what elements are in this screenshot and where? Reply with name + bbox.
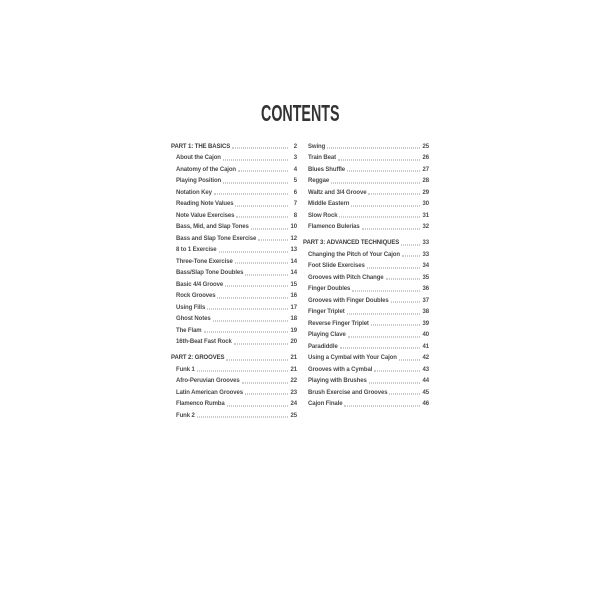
toc-entry-page-number: 29	[422, 189, 429, 196]
toc-entry-label: Funk 1	[176, 366, 195, 373]
toc-entry-label: Bass/Slap Tone Doubles	[176, 270, 244, 277]
toc-entry-page-number: 44	[422, 378, 429, 385]
toc-entry-page-number: 30	[422, 201, 429, 208]
toc-entry	[171, 325, 297, 337]
dot-leader	[219, 251, 288, 252]
toc-entry-page-number: 27	[422, 166, 429, 173]
toc-entry-label: Using Fills	[176, 304, 206, 311]
toc-entry-page-number: 35	[422, 274, 429, 281]
toc-entry	[303, 330, 429, 342]
toc-entry-page-number: 45	[422, 389, 429, 396]
toc-entry	[171, 141, 297, 153]
dot-leader	[331, 182, 420, 183]
toc-entry-label: Bass, Mid, and Slap Tones	[176, 224, 249, 231]
toc-entry	[171, 279, 297, 291]
toc-entry	[171, 399, 297, 411]
dot-leader	[327, 148, 420, 149]
toc-entry	[303, 261, 429, 273]
toc-entry-label: 16th-Beat Fast Rock	[176, 339, 232, 346]
toc-entry	[171, 199, 297, 211]
toc-entry-page-number: 34	[422, 263, 429, 270]
toc-entry-label: Train Beat	[308, 155, 337, 162]
toc-entry	[303, 353, 429, 365]
toc-entry-label: Waltz and 3/4 Groove	[308, 189, 367, 196]
toc-entry	[303, 284, 429, 296]
toc-entry-page-number: 26	[422, 155, 429, 162]
dot-leader	[402, 256, 420, 257]
dot-leader	[232, 148, 288, 149]
toc-entry-page-number: 6	[293, 189, 297, 196]
toc-entry	[303, 399, 429, 411]
toc-entry-page-number: 7	[293, 201, 297, 208]
dot-leader	[223, 159, 288, 160]
dot-leader	[238, 171, 288, 172]
toc-entry-label: Grooves with Pitch Change	[308, 274, 384, 281]
toc-entry-page-number: 46	[422, 401, 429, 408]
toc-entry-label: Flamenco Bulerias	[308, 224, 360, 231]
toc-entry-page-number: 36	[422, 286, 429, 293]
toc-entry-label: Finger Doubles	[308, 286, 351, 293]
toc-right-column	[303, 141, 429, 410]
dot-leader	[347, 171, 420, 172]
toc-entry-label: Bass and Slap Tone Exercise	[176, 235, 257, 242]
toc-entry-page-number: 21	[290, 366, 297, 373]
dot-leader	[351, 205, 420, 206]
toc-entry	[171, 268, 297, 280]
dot-leader	[245, 394, 288, 395]
toc-entry-page-number: 2	[293, 143, 297, 150]
toc-entry	[303, 187, 429, 199]
dot-leader	[369, 382, 420, 383]
page-title: CONTENTS	[260, 100, 340, 126]
dot-leader	[245, 274, 288, 275]
toc-entry	[171, 233, 297, 245]
toc-entry	[171, 256, 297, 268]
dot-leader	[213, 320, 288, 321]
toc-entry-label: Blues Shuffle	[308, 166, 346, 173]
toc-entry-label: Three-Tone Exercise	[176, 258, 233, 265]
toc-entry	[303, 249, 429, 261]
toc-entry-label: Swing	[308, 143, 326, 150]
toc-entry-page-number: 41	[422, 343, 429, 350]
toc-entry	[171, 153, 297, 165]
toc-entry-page-number: 37	[422, 297, 429, 304]
toc-entry	[303, 272, 429, 284]
dot-leader	[389, 394, 420, 395]
toc-entry-page-number: 22	[290, 378, 297, 385]
toc-entry-page-number: 21	[290, 355, 297, 362]
toc-entry	[303, 199, 429, 211]
toc-entry	[303, 210, 429, 222]
dot-leader	[234, 343, 288, 344]
dot-leader	[217, 297, 288, 298]
dot-leader	[223, 182, 288, 183]
toc-entry	[303, 387, 429, 399]
dot-leader	[207, 309, 288, 310]
toc-entry	[303, 295, 429, 307]
toc-entry-label: Reggae	[308, 178, 330, 185]
toc-entry-label: Playing Clave	[308, 332, 346, 339]
toc-entry-page-number: 24	[290, 401, 297, 408]
toc-entry-page-number: 43	[422, 366, 429, 373]
toc-entry-page-number: 19	[290, 327, 297, 334]
toc-entry	[171, 222, 297, 234]
toc-entry-label: Playing with Brushes	[308, 378, 367, 385]
toc-entry-label: Reading Note Values	[176, 201, 234, 208]
dot-leader	[339, 217, 420, 218]
toc-entry	[171, 291, 297, 303]
page-title-wrap	[0, 100, 600, 127]
toc-entry-page-number: 12	[290, 235, 297, 242]
toc-entry	[171, 364, 297, 376]
toc-entry-page-number: 42	[422, 355, 429, 362]
toc-entry-label: Notation Key	[176, 189, 212, 196]
toc-entry-label: Flamenco Rumba	[176, 401, 225, 408]
toc-entry	[171, 376, 297, 388]
toc-entry	[171, 314, 297, 326]
toc-entry-page-number: 32	[422, 224, 429, 231]
dot-leader	[214, 194, 288, 195]
toc-entry-page-number: 33	[422, 251, 429, 258]
toc-entry	[171, 353, 297, 365]
dot-leader	[197, 417, 288, 418]
toc-entry-label: Finger Triplet	[308, 309, 345, 316]
toc-entry-page-number: 14	[290, 258, 297, 265]
toc-entry	[171, 210, 297, 222]
dot-leader	[367, 267, 420, 268]
toc-entry	[171, 245, 297, 257]
toc-entry-label: Ghost Notes	[176, 316, 211, 323]
dot-leader	[258, 240, 288, 241]
dot-leader	[401, 244, 420, 245]
toc-entry-page-number: 5	[293, 178, 297, 185]
toc-entry-page-number: 10	[290, 224, 297, 231]
toc-entry-page-number: 17	[290, 304, 297, 311]
toc-entry	[303, 238, 429, 250]
toc-entry	[171, 410, 297, 422]
toc-entry-label: Using a Cymbal with Your Cajon	[308, 355, 397, 362]
toc-entry-label: Latin American Grooves	[176, 389, 243, 396]
toc-entry-label: 8 to 1 Exercise	[176, 247, 217, 254]
toc-entry-page-number: 13	[290, 247, 297, 254]
toc-entry	[171, 176, 297, 188]
dot-leader	[386, 279, 420, 280]
dot-leader	[368, 194, 420, 195]
toc-entry-label: Afro-Peruvian Grooves	[176, 378, 240, 385]
toc-entry-label: PART 3: ADVANCED TECHNIQUES	[303, 240, 400, 247]
dot-leader	[338, 159, 420, 160]
toc-entry	[171, 387, 297, 399]
toc-entry-page-number: 28	[422, 178, 429, 185]
toc-entry	[303, 222, 429, 234]
toc-entry-page-number: 25	[422, 143, 429, 150]
toc-entry	[303, 164, 429, 176]
dot-leader	[371, 325, 420, 326]
toc-entry-page-number: 20	[290, 339, 297, 346]
toc-entry-label: Grooves with Finger Doubles	[308, 297, 389, 304]
toc-entry	[171, 337, 297, 349]
dot-leader	[374, 371, 420, 372]
dot-leader	[242, 382, 288, 383]
toc-entry-page-number: 38	[422, 309, 429, 316]
toc-entry-label: About the Cajon	[176, 155, 221, 162]
dot-leader	[226, 359, 288, 360]
toc-entry-page-number: 40	[422, 332, 429, 339]
toc-entry	[303, 153, 429, 165]
dot-leader	[251, 228, 288, 229]
toc-entry-label: Anatomy of the Cajon	[176, 166, 237, 173]
toc-entry-label: The Flam	[176, 327, 202, 334]
toc-entry-label: Reverse Finger Triplet	[308, 320, 369, 327]
toc-entry	[303, 318, 429, 330]
toc-entry-label: Paradiddle	[308, 343, 338, 350]
toc-entry-page-number: 25	[290, 412, 297, 419]
toc-entry-label: Grooves with a Cymbal	[308, 366, 373, 373]
toc-left-column	[171, 141, 297, 422]
toc-entry-page-number: 39	[422, 320, 429, 327]
toc-entry	[171, 302, 297, 314]
dot-leader	[340, 348, 420, 349]
toc-entry-page-number: 31	[422, 212, 429, 219]
dot-leader	[348, 336, 420, 337]
toc-entry-page-number: 3	[293, 155, 297, 162]
toc-entry-label: Rock Grooves	[176, 293, 216, 300]
toc-entry	[303, 376, 429, 388]
toc-entry-page-number: 23	[290, 389, 297, 396]
dot-leader	[347, 313, 420, 314]
toc-entry-page-number: 18	[290, 316, 297, 323]
dot-leader	[344, 405, 420, 406]
dot-leader	[362, 228, 420, 229]
dot-leader	[197, 371, 288, 372]
toc-entry	[303, 307, 429, 319]
toc-entry	[303, 176, 429, 188]
dot-leader	[235, 205, 288, 206]
toc-entry-label: Slow Rock	[308, 212, 338, 219]
toc-entry-page-number: 33	[422, 240, 429, 247]
toc-entry-page-number: 4	[293, 166, 297, 173]
dot-leader	[399, 359, 420, 360]
toc-entry-label: PART 2: GROOVES	[171, 355, 225, 362]
toc-entry-page-number: 15	[290, 281, 297, 288]
dot-leader	[236, 217, 288, 218]
toc-entry	[303, 364, 429, 376]
toc-entry-label: Playing Position	[176, 178, 222, 185]
dot-leader	[204, 332, 288, 333]
toc-entry	[303, 341, 429, 353]
dot-leader	[227, 405, 288, 406]
toc-entry-label: Funk 2	[176, 412, 195, 419]
toc-entry-page-number: 8	[293, 212, 297, 219]
toc-entry	[303, 141, 429, 153]
toc-entry-label: Changing the Pitch of Your Cajon	[308, 251, 400, 258]
dot-leader	[391, 302, 420, 303]
toc-entry-label: Foot Slide Exercises	[308, 263, 365, 270]
toc-entry-label: Middle Eastern	[308, 201, 350, 208]
dot-leader	[352, 290, 420, 291]
toc-entry-label: Note Value Exercises	[176, 212, 235, 219]
toc-entry-label: Basic 4/4 Groove	[176, 281, 224, 288]
dot-leader	[235, 263, 288, 264]
toc-entry-label: Cajon Finale	[308, 401, 343, 408]
toc-entry-page-number: 16	[290, 293, 297, 300]
toc-entry	[171, 164, 297, 176]
dot-leader	[225, 286, 288, 287]
toc-entry-label: Brush Exercise and Grooves	[308, 389, 388, 396]
toc-entry	[171, 187, 297, 199]
toc-entry-label: PART 1: THE BASICS	[171, 143, 231, 150]
toc-entry-page-number: 14	[290, 270, 297, 277]
